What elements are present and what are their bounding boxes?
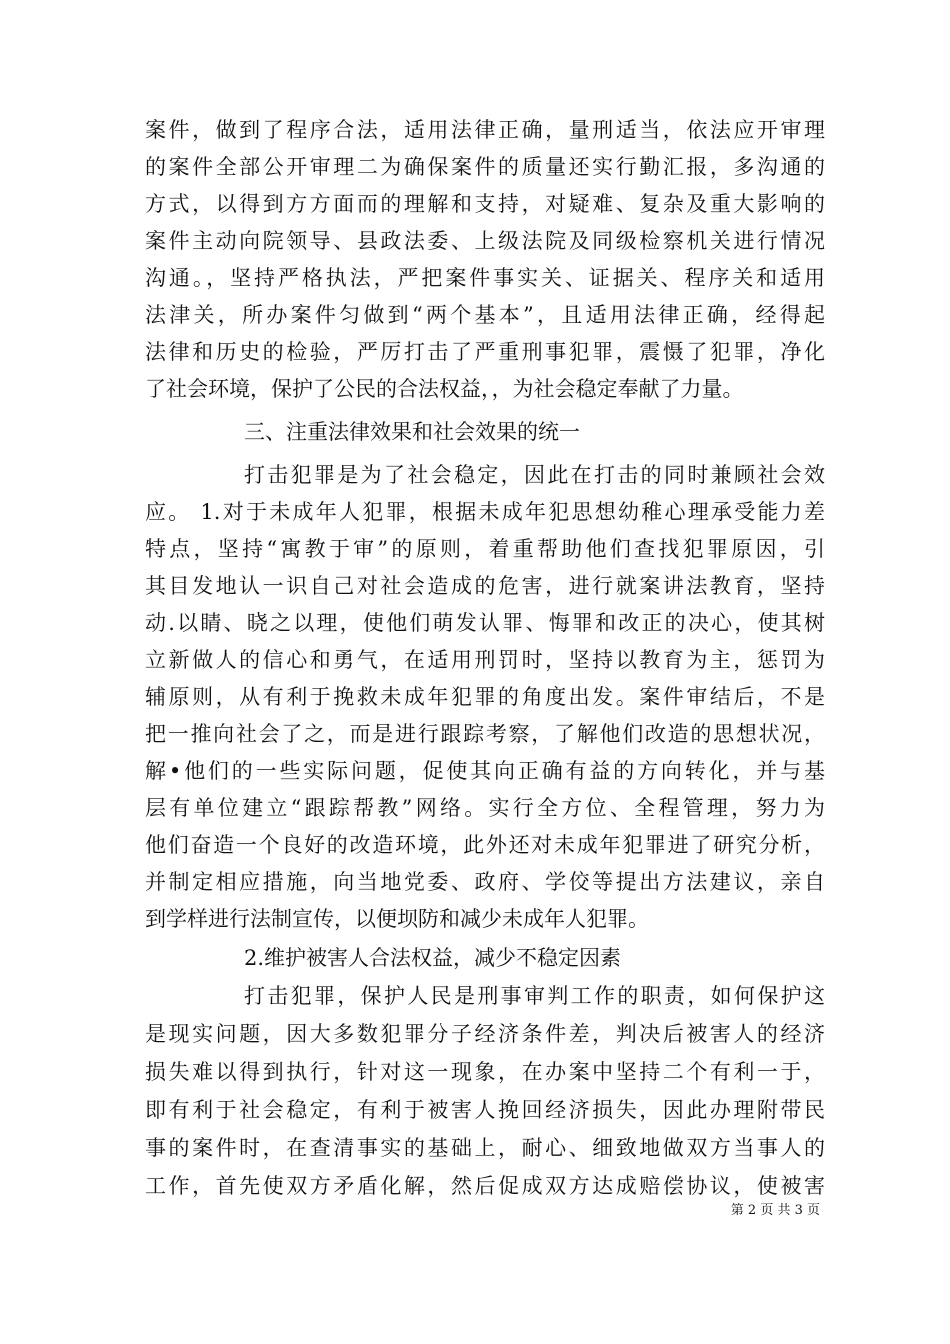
body-line: 并制定相应措施，向当地党委、政府、学佼等提出方法建议，亲自	[145, 870, 825, 894]
body-line: 的案件全部公开审理二为确保案件的质量还实行勤汇报，多沟通的	[145, 155, 825, 179]
body-line: 把一推向社会了之，而是进行跟踪考察，了解他们改造的思想状况，	[145, 722, 825, 746]
body-line: 损失难以得到执行，针对这一现象，在办案中坚持二个有利一于，	[145, 1060, 825, 1084]
body-line: 层有单位建立“跟踪帮教”网络。实行全方位、全程管理，努力为	[145, 796, 825, 820]
body-line: 解•他们的一些实际问题，促使其向正确有益的方向转化，并与基	[145, 759, 825, 783]
body-line: 辅原则，从有利于挽救未成年犯罪的角度出发。案件审结后，不是	[145, 685, 825, 709]
body-line: 其目发地认一识自己对社会造成的危害，进行就案讲法教育，坚持	[145, 574, 825, 598]
body-line: 立新做人的信心和勇气，在适用刑罚时，坚持以教育为主，惩罚为	[145, 648, 825, 672]
body-line: 案件主动向院领导、县政法委、上级法院及同级检察机关进行情况	[145, 229, 825, 253]
body-line: 即有利于社会稳定，有利于被害人挽回经济损失，因此办理附带民	[145, 1098, 825, 1122]
body-line: 方式，以得到方方面而的理解和支持，对疑难、复杂及重大影响的	[145, 192, 825, 216]
body-line: 工作，首先使双方矛盾化解，然后促成双方达成赔偿协议，使被害	[145, 1174, 825, 1198]
body-line: 他们奋造一个良好的改造环境，此外还对未成年犯罪进了研究分析，	[145, 833, 825, 857]
body-line: 打击犯罪是为了社会稳定，因此在打击的同时兼顾社会效	[244, 463, 825, 487]
body-line: 动.以睛、晓之以理，使他们萌发认罪、悔罪和改正的决心，使其树	[145, 611, 825, 635]
body-line: 打击犯罪，保护人民是刑事审判工作的职责，如何保护这	[244, 984, 825, 1008]
body-line: 了社会环境，保护了公民的合法权益，，为社会稳定奉献了力量。	[145, 377, 744, 401]
page-number: 第 2 页 共 3 页	[730, 1203, 820, 1218]
section-heading: 三、注重法律效果和社会效果的统一	[244, 420, 580, 444]
body-line: 特点，坚持“寓教于审”的原则，着重帮助他们查找犯罪原因，引	[145, 537, 825, 561]
body-line: 到学样进行法制宣传，以便坝防和减少未成年人犯罪。	[145, 907, 649, 931]
body-line: 是现实问题，因大多数犯罪分子经济条件差，判决后被害人的经济	[145, 1022, 825, 1046]
body-line: 事的案件时，在查清事实的基础上，耐心、细致地做双方当事人的	[145, 1136, 825, 1160]
subsection-heading: 2.维护被害人合法权益，减少不稳定因素	[244, 946, 622, 970]
body-line: 沟通。，坚持严格执法，严把案件事实关、证据关、程序关和适用	[145, 266, 825, 290]
body-line: 法津关，所办案件匀做到“两个基本”，且适用法律正确，经得起	[145, 303, 825, 327]
body-line: 法律和历史的检验，严厉打击了严重刑事犯罪，震慑了犯罪，净化	[145, 340, 825, 364]
body-line: 案件，做到了程序合法，适用法律正确，量刑适当，依法应开审理	[145, 118, 825, 142]
body-line: 应。 1.对于未成年人犯罪，根据未成年犯思想幼稚心理承受能力差	[145, 500, 825, 524]
